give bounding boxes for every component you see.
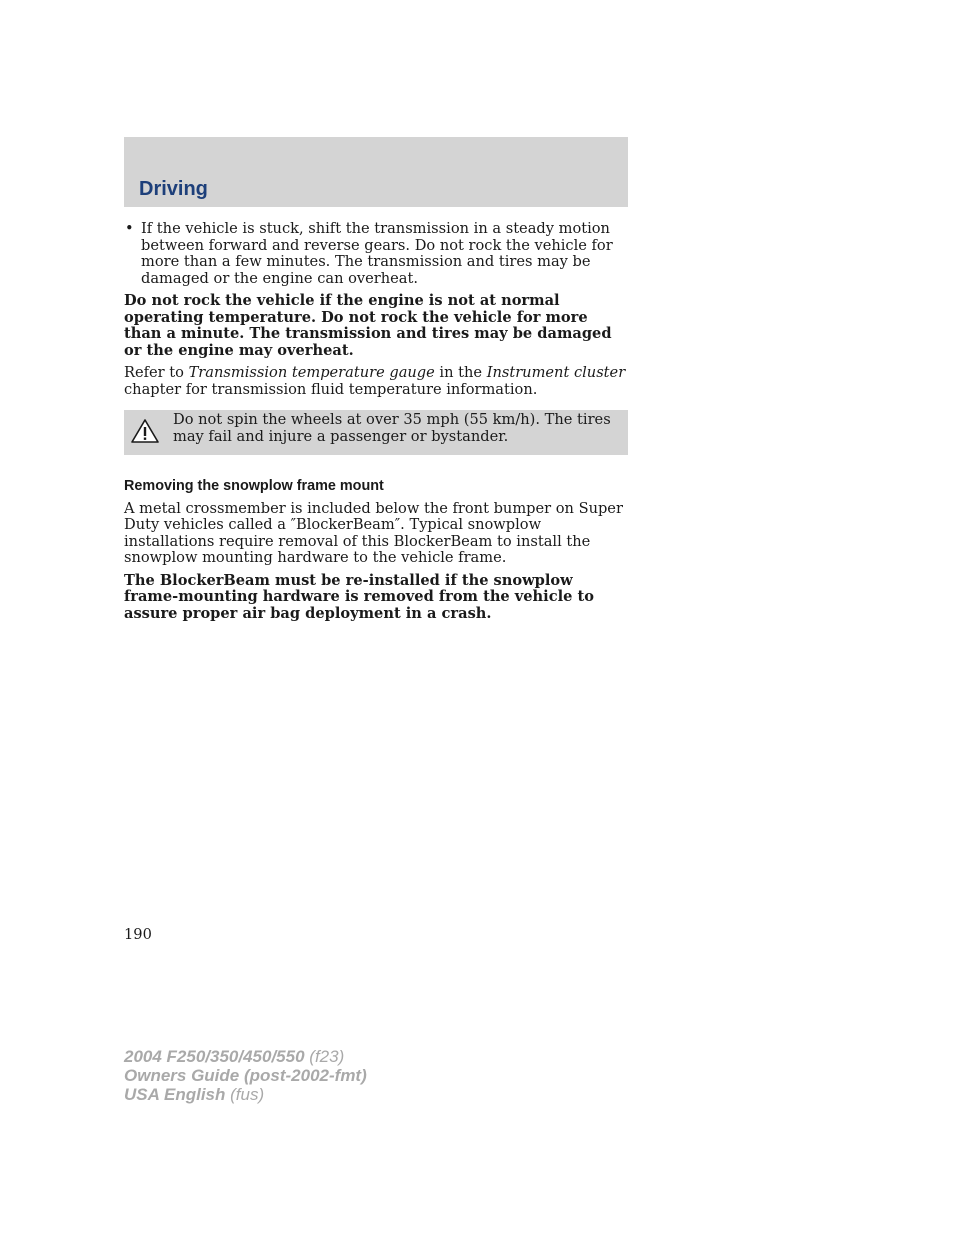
- section-header: [124, 137, 628, 207]
- footer-line-lang: [124, 1085, 367, 1104]
- crossmember-paragraph: A metal crossmember is included below the front bumper on Super Duty vehicles called a ″BlockerBeam″. Typical snowplow installations require removal of this BlockerBeam to install the snowplow mounting hardware to the vehicle frame.: [124, 499, 623, 566]
- bullet-icon: •: [125, 220, 134, 237]
- refer-mid: in the: [434, 364, 487, 381]
- footer-lang-code: (fus): [225, 1085, 265, 1104]
- refer-post: chapter for transmission fluid temperature information.: [124, 380, 538, 398]
- footer-line-model: [124, 1047, 367, 1066]
- refer-pre: Refer to: [124, 364, 189, 381]
- page-number: 190: [124, 926, 152, 943]
- list-item: [124, 221, 628, 287]
- subheading: Removing the snowplow frame mount: [124, 478, 384, 494]
- footer-guide: Owners Guide (post-2002-fmt): [124, 1066, 367, 1085]
- blockerbeam-warning-paragraph: The BlockerBeam must be re-installed if the snowplow frame-mounting hardware is removed from the vehicle to assure proper air bag deployment in a crash.: [124, 571, 594, 622]
- footer-model-code: (f23): [304, 1047, 345, 1066]
- gauge-reference: Transmission temperature gauge: [188, 364, 435, 381]
- footer-model: 2004 F250/350/450/550: [124, 1047, 305, 1066]
- footer-line-guide: [124, 1066, 367, 1085]
- warning-triangle-icon: [130, 412, 173, 449]
- footer-lang: USA English: [124, 1085, 226, 1104]
- warning-box: [124, 410, 628, 455]
- caution-paragraph: Do not rock the vehicle if the engine is not at normal operating temperature. Do not rock the vehicle for more than a minute. The transmission and tires may be damaged or the engine may overheat.: [124, 292, 612, 359]
- section-title: Driving: [139, 178, 208, 200]
- document-footer: [124, 1047, 367, 1104]
- page-content: [124, 221, 628, 628]
- warning-text: Do not spin the wheels at over 35 mph (55 km/h). The tires may fail and injure a passenger or bystander.: [173, 411, 611, 445]
- cluster-reference: Instrument cluster: [486, 364, 626, 381]
- bullet-text: If the vehicle is stuck, shift the transmission in a steady motion between forward and reverse gears. Do not rock the vehicle for more than a few minutes. The transmission and tires may be damaged or the engine can overheat.: [141, 220, 613, 287]
- refer-paragraph: [124, 365, 628, 398]
